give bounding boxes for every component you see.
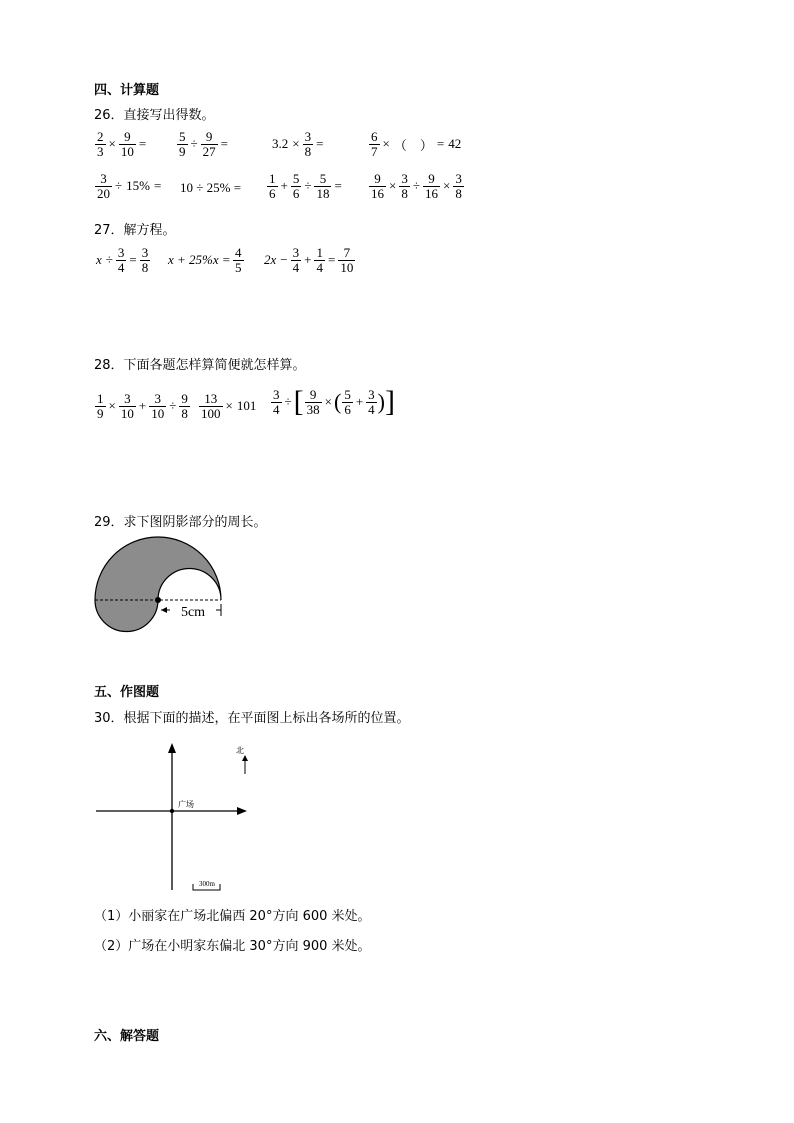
expr-26-3: 3.2 × $\frac{3}{8}$ = bbox=[272, 129, 324, 159]
north-arrow-icon bbox=[242, 755, 248, 761]
expr-26-2: $\frac{5}{9}$ ÷ $\frac{9}{27}$ = bbox=[179, 129, 228, 159]
expr-28-3: $\frac{3}{4}$ ÷[ $\frac{9}{38}$ ×( $\frac{5}{6}$ + $\frac{3}{4}$ )] bbox=[273, 385, 395, 418]
expr-26-6: 10 ÷ 25% = bbox=[180, 180, 242, 195]
arrow-up-icon bbox=[168, 743, 176, 753]
equation-27-2: x + 25%x = $\frac{4}{5}$ bbox=[168, 245, 242, 275]
expr-28-2: $\frac{13}{100}$ × 101 bbox=[201, 391, 257, 421]
plaza-label: 广场 bbox=[178, 800, 194, 809]
north-label: 北 bbox=[236, 746, 244, 755]
equation-27-1: x ÷ $\frac{3}{4}$ = $\frac{3}{8}$ bbox=[96, 245, 149, 275]
question-30-item-1: （1）小丽家在广场北偏西 20°方向 600 米处。 bbox=[94, 909, 371, 924]
coordinate-plan bbox=[94, 740, 264, 895]
question-30-item-2: （2）广场在小明家东偏北 30°方向 900 米处。 bbox=[94, 939, 371, 954]
section-title-drawing: 五、作图题 bbox=[94, 685, 160, 700]
dimension-label: 5cm bbox=[180, 605, 206, 620]
center-point bbox=[155, 597, 161, 603]
question-30-title: 30．根据下面的描述，在平面图上标出各场所的位置。 bbox=[94, 711, 410, 726]
expr-26-1: $\frac{2}{3}$ × $\frac{9}{10}$ = bbox=[97, 129, 147, 159]
section-title-solutions: 六、解答题 bbox=[94, 1029, 160, 1044]
arrow-right-icon bbox=[237, 807, 247, 815]
plaza-point bbox=[170, 809, 174, 813]
question-27-title: 27．解方程。 bbox=[94, 223, 176, 238]
arrow-left-icon bbox=[161, 607, 167, 613]
expr-26-5: $\frac{3}{20}$ ÷ 15% = bbox=[97, 171, 162, 201]
expr-28-1: $\frac{1}{9}$ × $\frac{3}{10}$ + $\frac{3}{10}$ ÷ $\frac{9}{8}$ bbox=[97, 391, 188, 421]
equation-27-3: 2x − $\frac{3}{4}$ + $\frac{1}{4}$ = $\frac{7}{10}$ bbox=[264, 245, 354, 275]
expr-26-4: $\frac{6}{7}$ × （ ） = 42 bbox=[371, 129, 462, 159]
expr-26-7: $\frac{1}{6}$ + $\frac{5}{6}$ ÷ $\frac{5}{18}$ = bbox=[269, 171, 342, 201]
question-26-title: 26．直接写出得数。 bbox=[94, 108, 215, 123]
shaded-shape-figure bbox=[90, 535, 240, 640]
question-29-title: 29．求下图阴影部分的周长。 bbox=[94, 515, 267, 530]
scale-label: 300m bbox=[199, 880, 215, 888]
question-28-title: 28．下面各题怎样算简便就怎样算。 bbox=[94, 358, 306, 373]
expr-26-8: $\frac{9}{16}$ × $\frac{3}{8}$ ÷ $\frac{9}{16}$ × $\frac{3}{8}$ bbox=[371, 171, 462, 201]
section-title-calculation: 四、计算题 bbox=[94, 83, 160, 98]
